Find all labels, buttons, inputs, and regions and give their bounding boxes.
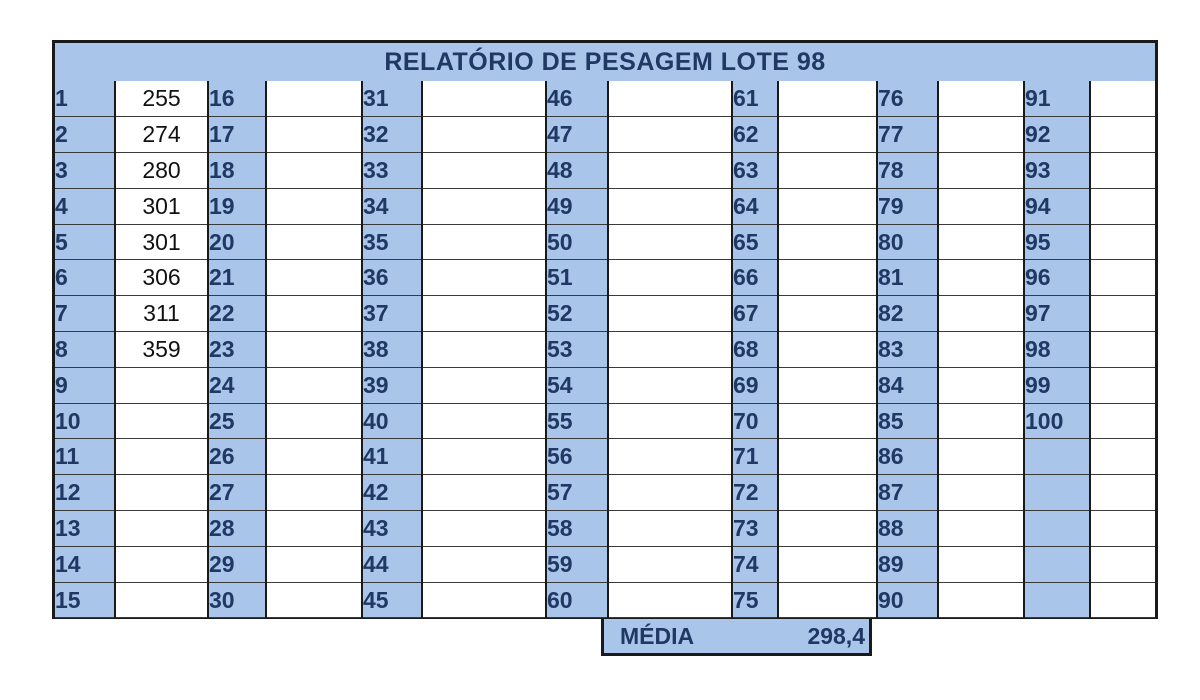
report-title: RELATÓRIO DE PESAGEM LOTE 98 [55, 43, 1155, 83]
animal-number-cell: 58 [546, 511, 608, 547]
animal-number-cell: 57 [546, 475, 608, 511]
weighing-report-sheet [52, 40, 1158, 619]
weight-cell[interactable] [422, 296, 546, 332]
animal-number-cell: 9 [55, 367, 115, 403]
animal-number-cell: 96 [1024, 260, 1090, 296]
animal-number-cell: 6 [55, 260, 115, 296]
weight-cell[interactable] [266, 260, 362, 296]
animal-number-cell: 11 [55, 439, 115, 475]
weight-cell[interactable] [778, 260, 877, 296]
weight-cell[interactable] [778, 296, 877, 332]
animal-number-cell: 92 [1024, 117, 1090, 153]
weight-cell[interactable] [1090, 403, 1155, 439]
animal-number-cell: 77 [877, 117, 938, 153]
animal-number-cell: 72 [732, 475, 778, 511]
animal-number-cell: 90 [877, 582, 938, 618]
weight-cell[interactable]: 311 [115, 296, 208, 332]
animal-number-cell: 22 [208, 296, 266, 332]
animal-number-cell: 38 [362, 332, 422, 368]
animal-number-cell: 23 [208, 332, 266, 368]
weight-cell[interactable] [778, 117, 877, 153]
animal-number-cell: 16 [208, 81, 266, 117]
weight-cell[interactable] [608, 582, 732, 618]
weight-cell[interactable] [115, 439, 208, 475]
animal-number-cell: 100 [1024, 403, 1090, 439]
weight-cell[interactable] [115, 475, 208, 511]
animal-number-cell: 4 [55, 188, 115, 224]
weight-cell[interactable] [115, 546, 208, 582]
weight-cell[interactable] [1090, 475, 1155, 511]
weight-cell[interactable] [608, 439, 732, 475]
average-label: MÉDIA [620, 623, 695, 649]
animal-number-cell: 42 [362, 475, 422, 511]
weight-cell[interactable] [938, 367, 1024, 403]
weight-cell[interactable] [1090, 332, 1155, 368]
weight-cell[interactable]: 280 [115, 153, 208, 189]
animal-number-cell: 44 [362, 546, 422, 582]
animal-number-cell: 83 [877, 332, 938, 368]
table-row [55, 475, 1155, 511]
weight-cell[interactable] [1090, 546, 1155, 582]
animal-number-cell: 81 [877, 260, 938, 296]
weight-cell[interactable] [938, 511, 1024, 547]
weight-cell[interactable] [422, 260, 546, 296]
weight-cell[interactable] [422, 439, 546, 475]
weight-cell[interactable] [266, 546, 362, 582]
animal-number-cell: 55 [546, 403, 608, 439]
animal-number-cell: 67 [732, 296, 778, 332]
table-row [55, 153, 1155, 189]
weight-cell[interactable] [938, 260, 1024, 296]
weight-cell[interactable] [266, 582, 362, 618]
animal-number-cell: 91 [1024, 81, 1090, 117]
weight-cell[interactable] [1090, 260, 1155, 296]
table-row [55, 117, 1155, 153]
animal-number-cell: 19 [208, 188, 266, 224]
animal-number-cell: 45 [362, 582, 422, 618]
table-row [55, 188, 1155, 224]
animal-number-cell: 2 [55, 117, 115, 153]
animal-number-cell: 21 [208, 260, 266, 296]
animal-number-cell [1024, 582, 1090, 618]
weight-cell[interactable] [422, 153, 546, 189]
weight-cell[interactable] [115, 403, 208, 439]
weight-cell[interactable] [1090, 296, 1155, 332]
weight-cell[interactable] [608, 117, 732, 153]
weight-cell[interactable] [266, 403, 362, 439]
animal-number-cell: 28 [208, 511, 266, 547]
weight-cell[interactable] [938, 439, 1024, 475]
animal-number-cell: 8 [55, 332, 115, 368]
weight-cell[interactable] [422, 367, 546, 403]
weight-cell[interactable] [115, 582, 208, 618]
weight-cell[interactable] [938, 81, 1024, 117]
animal-number-cell: 95 [1024, 224, 1090, 260]
animal-number-cell: 65 [732, 224, 778, 260]
animal-number-cell [1024, 511, 1090, 547]
weight-cell[interactable] [266, 81, 362, 117]
table-row [55, 582, 1155, 618]
weight-cell[interactable] [938, 117, 1024, 153]
animal-number-cell [1024, 546, 1090, 582]
animal-number-cell: 40 [362, 403, 422, 439]
weight-cell[interactable]: 306 [115, 260, 208, 296]
table-row [55, 546, 1155, 582]
weight-cell[interactable] [608, 296, 732, 332]
weight-cell[interactable] [608, 332, 732, 368]
weight-cell[interactable] [608, 511, 732, 547]
table-row [55, 260, 1155, 296]
weight-cell[interactable]: 274 [115, 117, 208, 153]
weight-cell[interactable] [608, 153, 732, 189]
animal-number-cell: 14 [55, 546, 115, 582]
animal-number-cell: 88 [877, 511, 938, 547]
animal-number-cell: 64 [732, 188, 778, 224]
table-row [55, 224, 1155, 260]
animal-number-cell: 29 [208, 546, 266, 582]
animal-number-cell: 15 [55, 582, 115, 618]
animal-number-cell: 41 [362, 439, 422, 475]
animal-number-cell: 66 [732, 260, 778, 296]
animal-number-cell: 80 [877, 224, 938, 260]
animal-number-cell: 37 [362, 296, 422, 332]
weight-cell[interactable] [422, 188, 546, 224]
animal-number-cell: 52 [546, 296, 608, 332]
animal-number-cell: 5 [55, 224, 115, 260]
weight-cell[interactable] [608, 475, 732, 511]
animal-number-cell: 47 [546, 117, 608, 153]
weight-cell[interactable] [938, 224, 1024, 260]
weight-cell[interactable] [778, 188, 877, 224]
weight-cell[interactable] [778, 403, 877, 439]
animal-number-cell: 10 [55, 403, 115, 439]
weight-cell[interactable] [1090, 153, 1155, 189]
weight-cell[interactable] [1090, 439, 1155, 475]
weight-cell[interactable] [778, 511, 877, 547]
average-value: 298,4 [807, 623, 865, 649]
weight-cell[interactable] [1090, 224, 1155, 260]
weight-cell[interactable] [938, 153, 1024, 189]
animal-number-cell: 53 [546, 332, 608, 368]
table-row [55, 81, 1155, 117]
animal-number-cell: 48 [546, 153, 608, 189]
animal-number-cell [1024, 439, 1090, 475]
weight-cell[interactable] [422, 475, 546, 511]
weight-cell[interactable] [778, 332, 877, 368]
animal-number-cell [1024, 475, 1090, 511]
table-row [55, 332, 1155, 368]
weight-cell[interactable] [422, 117, 546, 153]
weight-cell[interactable] [266, 511, 362, 547]
animal-number-cell: 39 [362, 367, 422, 403]
weight-cell[interactable] [422, 332, 546, 368]
animal-number-cell: 56 [546, 439, 608, 475]
animal-number-cell: 51 [546, 260, 608, 296]
weight-cell[interactable] [778, 439, 877, 475]
animal-number-cell: 3 [55, 153, 115, 189]
animal-number-cell: 43 [362, 511, 422, 547]
average-summary [601, 619, 872, 656]
animal-number-cell: 70 [732, 403, 778, 439]
weight-cell[interactable] [938, 403, 1024, 439]
weight-cell[interactable] [608, 403, 732, 439]
animal-number-cell: 99 [1024, 367, 1090, 403]
weight-cell[interactable] [1090, 117, 1155, 153]
weight-cell[interactable] [266, 439, 362, 475]
animal-number-cell: 82 [877, 296, 938, 332]
animal-number-cell: 12 [55, 475, 115, 511]
animal-number-cell: 63 [732, 153, 778, 189]
weight-cell[interactable] [266, 296, 362, 332]
weight-cell[interactable] [1090, 367, 1155, 403]
weight-cell[interactable] [778, 153, 877, 189]
animal-number-cell: 79 [877, 188, 938, 224]
weight-cell[interactable] [1090, 188, 1155, 224]
animal-number-cell: 7 [55, 296, 115, 332]
weight-cell[interactable] [422, 403, 546, 439]
animal-number-cell: 1 [55, 81, 115, 117]
animal-number-cell: 59 [546, 546, 608, 582]
animal-number-cell: 84 [877, 367, 938, 403]
animal-number-cell: 73 [732, 511, 778, 547]
animal-number-cell: 62 [732, 117, 778, 153]
animal-number-cell: 36 [362, 260, 422, 296]
animal-number-cell: 13 [55, 511, 115, 547]
animal-number-cell: 74 [732, 546, 778, 582]
weight-cell[interactable]: 301 [115, 188, 208, 224]
animal-number-cell: 31 [362, 81, 422, 117]
weight-cell[interactable] [608, 224, 732, 260]
weight-cell[interactable] [778, 546, 877, 582]
animal-number-cell: 60 [546, 582, 608, 618]
animal-number-cell: 97 [1024, 296, 1090, 332]
weight-cell[interactable] [266, 367, 362, 403]
weight-cell[interactable] [422, 511, 546, 547]
weight-cell[interactable] [1090, 81, 1155, 117]
table-row [55, 296, 1155, 332]
weight-cell[interactable] [608, 546, 732, 582]
animal-number-cell: 75 [732, 582, 778, 618]
animal-number-cell: 78 [877, 153, 938, 189]
weight-cell[interactable] [422, 81, 546, 117]
animal-number-cell: 27 [208, 475, 266, 511]
animal-number-cell: 26 [208, 439, 266, 475]
weight-cell[interactable] [422, 546, 546, 582]
animal-number-cell: 33 [362, 153, 422, 189]
animal-number-cell: 85 [877, 403, 938, 439]
table-row [55, 403, 1155, 439]
animal-number-cell: 25 [208, 403, 266, 439]
weight-cell[interactable] [608, 367, 732, 403]
animal-number-cell: 50 [546, 224, 608, 260]
animal-number-cell: 61 [732, 81, 778, 117]
animal-number-cell: 93 [1024, 153, 1090, 189]
weight-cell[interactable] [1090, 511, 1155, 547]
weight-cell[interactable] [778, 367, 877, 403]
weight-cell[interactable] [778, 81, 877, 117]
weight-cell[interactable] [1090, 582, 1155, 618]
weight-cell[interactable] [938, 475, 1024, 511]
animal-number-cell: 86 [877, 439, 938, 475]
weight-cell[interactable] [938, 582, 1024, 618]
weight-cell[interactable] [938, 296, 1024, 332]
table-row [55, 511, 1155, 547]
animal-number-cell: 32 [362, 117, 422, 153]
weight-cell[interactable] [608, 188, 732, 224]
weight-cell[interactable] [778, 582, 877, 618]
table-row [55, 367, 1155, 403]
weight-cell[interactable] [778, 224, 877, 260]
animal-number-cell: 46 [546, 81, 608, 117]
animal-number-cell: 35 [362, 224, 422, 260]
animal-number-cell: 71 [732, 439, 778, 475]
animal-number-cell: 30 [208, 582, 266, 618]
animal-number-cell: 20 [208, 224, 266, 260]
weight-cell[interactable] [608, 81, 732, 117]
weight-cell[interactable] [115, 511, 208, 547]
weight-cell[interactable] [115, 367, 208, 403]
animal-number-cell: 87 [877, 475, 938, 511]
animal-number-cell: 69 [732, 367, 778, 403]
weight-cell[interactable] [608, 260, 732, 296]
weight-cell[interactable] [422, 582, 546, 618]
weight-cell[interactable] [938, 332, 1024, 368]
weight-cell[interactable] [266, 475, 362, 511]
animal-number-cell: 68 [732, 332, 778, 368]
weight-cell[interactable] [778, 475, 877, 511]
weight-cell[interactable] [266, 188, 362, 224]
weight-cell[interactable]: 255 [115, 81, 208, 117]
weight-cell[interactable]: 359 [115, 332, 208, 368]
animal-number-cell: 98 [1024, 332, 1090, 368]
animal-number-cell: 54 [546, 367, 608, 403]
weight-cell[interactable] [266, 117, 362, 153]
animal-number-cell: 34 [362, 188, 422, 224]
weighing-grid [55, 81, 1155, 618]
table-row [55, 439, 1155, 475]
animal-number-cell: 89 [877, 546, 938, 582]
weight-cell[interactable] [266, 224, 362, 260]
animal-number-cell: 17 [208, 117, 266, 153]
animal-number-cell: 24 [208, 367, 266, 403]
weight-cell[interactable] [422, 224, 546, 260]
weight-cell[interactable] [938, 188, 1024, 224]
animal-number-cell: 76 [877, 81, 938, 117]
animal-number-cell: 49 [546, 188, 608, 224]
weight-cell[interactable] [938, 546, 1024, 582]
weight-cell[interactable] [266, 153, 362, 189]
weight-cell[interactable]: 301 [115, 224, 208, 260]
animal-number-cell: 94 [1024, 188, 1090, 224]
weight-cell[interactable] [266, 332, 362, 368]
animal-number-cell: 18 [208, 153, 266, 189]
